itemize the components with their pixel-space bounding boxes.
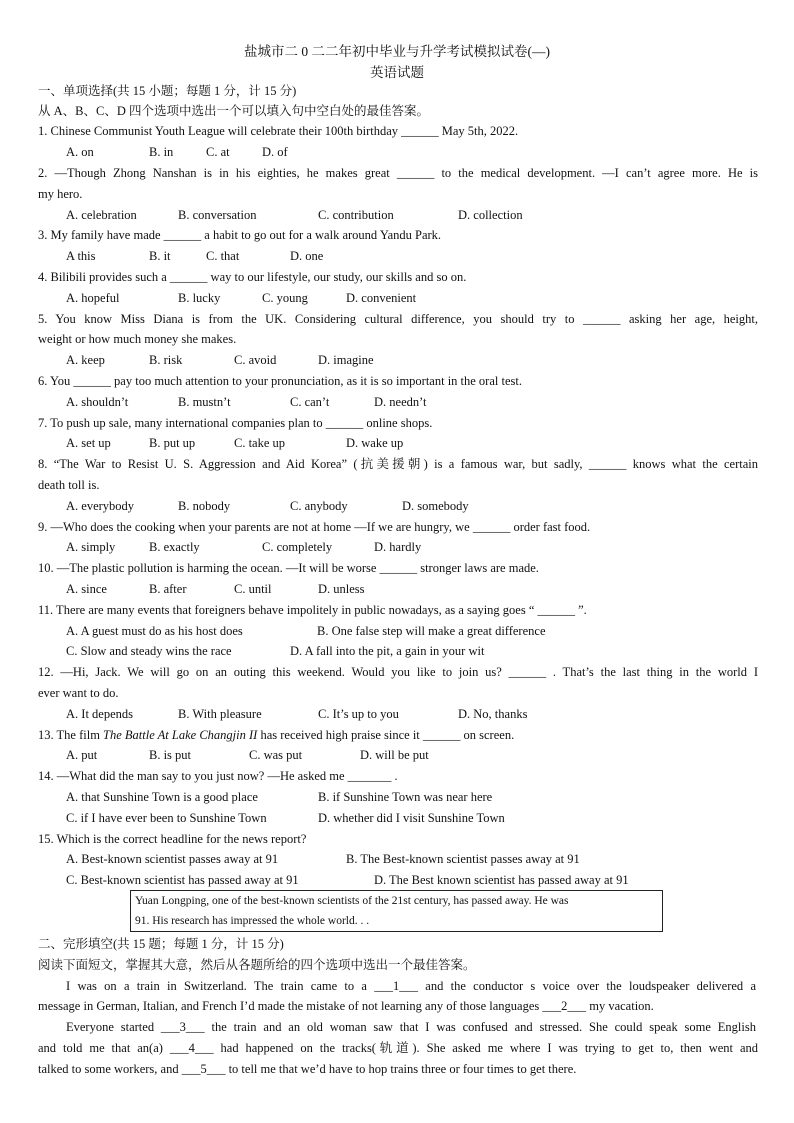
option-a[interactable]: A. since (66, 582, 107, 596)
question-8-stem-line1: 8. “The War to Resist U. S. Aggression and Aid Korea” (抗美援朝) is a famous war, but sadly, ______ knows what the certain (38, 457, 758, 471)
question-15-options-row2 (66, 870, 766, 891)
section2-instruction: 阅读下面短文，掌握其大意，然后从各题所给的四个选项中选出一个最佳答案。 (38, 958, 476, 972)
option-b[interactable]: B. put up (149, 436, 196, 450)
option-a[interactable]: A this (66, 249, 96, 263)
section1-instruction: 从 A、B、C、D 四个选项中选出一个可以填入句中空白处的最佳答案。 (38, 104, 429, 118)
question-13-options (66, 745, 766, 766)
option-a[interactable]: A. celebration (66, 208, 137, 222)
option-c[interactable]: C. It’s up to you (318, 707, 399, 721)
option-a[interactable]: A. everybody (66, 499, 135, 513)
question-13-stem (38, 725, 758, 746)
question-2-stem-line1: 2. —Though Zhong Nanshan is in his eighties, he makes great ______ to the medical development. —I can’t agree more. He is (38, 166, 758, 180)
question-14-options-row2 (66, 808, 766, 829)
question-13-stem-pre: 13. The film (38, 728, 104, 742)
question-4-stem: 4. Bilibili provides such a ______ way to our lifestyle, our study, our skills and so on. (38, 270, 467, 284)
option-d[interactable]: D. hardly (374, 540, 422, 554)
question-9-stem: 9. —Who does the cooking when your parents are not at home —If we are hungry, we ______ order fast food. (38, 520, 591, 534)
option-a[interactable]: A. hopeful (66, 291, 120, 305)
option-c[interactable]: C. take up (234, 436, 286, 450)
passage-p1-line2: message in German, Italian, and French I’d made the mistake of not learning any of those languages ___2___ my vacation. (38, 999, 654, 1013)
option-c[interactable]: C. Slow and steady wins the race (66, 644, 232, 658)
question-11-options-row2 (66, 641, 766, 662)
option-d[interactable]: D. No, thanks (458, 707, 528, 721)
option-d[interactable]: D. convenient (346, 291, 417, 305)
question-5-stem-line1: 5. You know Miss Diana is from the UK. Considering cultural difference, you should try to ______ asking her age, height, (38, 312, 758, 326)
option-c[interactable]: C. can’t (290, 395, 330, 409)
option-b[interactable]: B. One false step will make a great difference (317, 624, 546, 638)
question-2-options (66, 205, 766, 226)
option-c[interactable]: C. Best-known scientist has passed away at 91 (66, 873, 299, 887)
question-12-options (66, 704, 766, 725)
option-d[interactable]: D. one (290, 249, 324, 263)
option-a[interactable]: A. simply (66, 540, 116, 554)
option-b[interactable]: B. is put (149, 748, 192, 762)
option-a[interactable]: A. A guest must do as his host does (66, 624, 243, 638)
news-report-line2: 91. His research has impressed the whole world. . . (135, 915, 370, 927)
option-d[interactable]: D. needn’t (374, 395, 427, 409)
option-c[interactable]: C. young (262, 291, 308, 305)
option-a[interactable]: A. shouldn’t (66, 395, 129, 409)
option-b[interactable]: B. With pleasure (178, 707, 262, 721)
option-b[interactable]: B. nobody (178, 499, 231, 513)
question-12-stem-line1: 12. —Hi, Jack. We will go on an outing this weekend. Would you like to join us? ______ . That’s the last thing in the world I (38, 665, 758, 679)
option-c[interactable]: C. completely (262, 540, 333, 554)
question-3-options (66, 246, 766, 267)
option-a[interactable]: A. It depends (66, 707, 133, 721)
question-5-options (66, 350, 766, 371)
option-d[interactable]: D. unless (318, 582, 365, 596)
option-b[interactable]: B. in (149, 145, 174, 159)
option-b[interactable]: B. after (149, 582, 187, 596)
question-8-options (66, 496, 766, 517)
question-1-stem: 1. Chinese Communist Youth League will celebrate their 100th birthday ______ May 5th, 2022. (38, 124, 519, 138)
question-4-options (66, 288, 766, 309)
section2-heading: 二、完形填空(共 15 题；每题 1 分，计 15 分) (38, 937, 284, 951)
question-2-stem-line2: my hero. (38, 187, 83, 201)
question-6-stem: 6. You ______ pay too much attention to your pronunciation, as it is so important in the oral test. (38, 374, 522, 388)
option-b[interactable]: B. exactly (149, 540, 200, 554)
option-c[interactable]: C. was put (249, 748, 303, 762)
option-b[interactable]: B. it (149, 249, 171, 263)
question-14-options-row1 (66, 787, 766, 808)
section1-heading: 一、单项选择(共 15 小题；每题 1 分，计 15 分) (38, 84, 297, 98)
option-a[interactable]: A. on (66, 145, 94, 159)
question-3-stem: 3. My family have made ______ a habit to go out for a walk around Yandu Park. (38, 228, 442, 242)
option-d[interactable]: D. somebody (402, 499, 469, 513)
exam-subtitle: 英语试题 (370, 65, 424, 80)
option-c[interactable]: C. if I have ever been to Sunshine Town (66, 811, 267, 825)
film-title: The Battle At Lake Changjin II (103, 728, 258, 742)
option-b[interactable]: B. The Best-known scientist passes away at 91 (346, 852, 580, 866)
question-11-options-row1 (66, 621, 766, 642)
option-b[interactable]: B. conversation (178, 208, 257, 222)
passage-p2-line2: and told me that an(a) ___4___ had happened on the tracks(轨道). She asked me where I was trying to get to, then went and (38, 1041, 758, 1055)
option-d[interactable]: D. imagine (318, 353, 374, 367)
option-a[interactable]: A. set up (66, 436, 111, 450)
question-12-stem-line2: ever want to do. (38, 686, 119, 700)
passage-p2-line3: talked to some workers, and ___5___ to tell me that we’d have to hop trains three or four times to get there. (38, 1062, 577, 1076)
option-d[interactable]: D. The Best known scientist has passed away at 91 (374, 873, 629, 887)
option-c[interactable]: C. avoid (234, 353, 277, 367)
option-c[interactable]: C. at (206, 145, 230, 159)
question-10-stem: 10. —The plastic pollution is harming the ocean. —It will be worse ______ stronger laws are made. (38, 561, 539, 575)
question-11-stem: 11. There are many events that foreigners behave impolitely in public nowadays, as a saying goes “ ______ ”. (38, 603, 587, 617)
news-report-box (130, 890, 663, 932)
option-d[interactable]: D. A fall into the pit, a gain in your wit (290, 644, 485, 658)
question-15-options-row1 (66, 849, 766, 870)
passage-p2-line1: Everyone started ___3___ the train and an old woman saw that I was confused and stressed. She could speak some English (66, 1020, 756, 1034)
question-15-stem: 15. Which is the correct headline for the news report? (38, 832, 307, 846)
option-d[interactable]: D. will be put (360, 748, 429, 762)
option-d[interactable]: D. of (262, 145, 288, 159)
question-9-options (66, 537, 766, 558)
question-7-stem: 7. To push up sale, many international companies plan to ______ online shops. (38, 416, 433, 430)
question-8-stem-line2: death toll is. (38, 478, 100, 492)
passage-p1-line1: I was on a train in Switzerland. The train came to a ___1___ and the conductor s voice over the loudspeaker delivered a (66, 979, 756, 993)
option-a[interactable]: A. put (66, 748, 98, 762)
option-c[interactable]: C. until (234, 582, 272, 596)
option-b[interactable]: B. risk (149, 353, 183, 367)
question-5-stem-line2: weight or how much money she makes. (38, 332, 237, 346)
option-d[interactable]: D. collection (458, 208, 523, 222)
question-1-options (66, 142, 766, 163)
option-c[interactable]: C. anybody (290, 499, 348, 513)
question-13-stem-post: has received high praise since it ______ on screen. (257, 728, 515, 742)
option-a[interactable]: A. that Sunshine Town is a good place (66, 790, 258, 804)
news-report-line1: Yuan Longping, one of the best-known scientists of the 21st century, has passed away. He was (135, 895, 569, 907)
option-c[interactable]: C. that (206, 249, 240, 263)
option-b[interactable]: B. if Sunshine Town was near here (318, 790, 493, 804)
exam-title: 盐城市二 0 二二年初中毕业与升学考试模拟试卷(—) (244, 44, 550, 59)
option-c[interactable]: C. contribution (318, 208, 394, 222)
option-a[interactable]: A. keep (66, 353, 105, 367)
option-d[interactable]: D. wake up (346, 436, 404, 450)
question-10-options (66, 579, 766, 600)
question-14-stem: 14. —What did the man say to you just now? —He asked me _______ . (38, 769, 398, 783)
option-b[interactable]: B. mustn’t (178, 395, 231, 409)
option-d[interactable]: D. whether did I visit Sunshine Town (318, 811, 505, 825)
option-a[interactable]: A. Best-known scientist passes away at 91 (66, 852, 279, 866)
question-7-options (66, 433, 766, 454)
option-b[interactable]: B. lucky (178, 291, 221, 305)
question-6-options (66, 392, 766, 413)
